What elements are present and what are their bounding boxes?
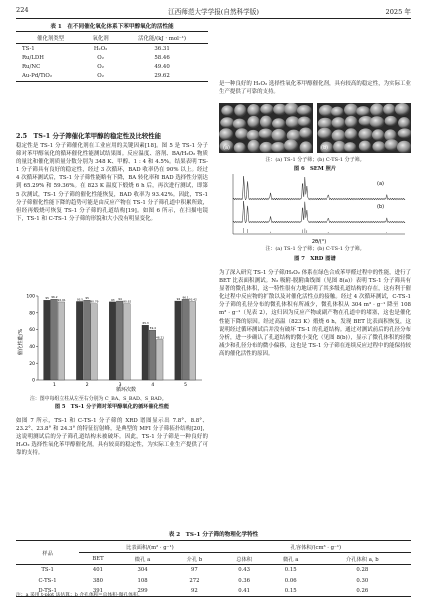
table-cell: Au-Pd/TiO₂: [16, 72, 85, 82]
bar: [156, 340, 163, 380]
table1: [16, 31, 208, 82]
sem-crystal: [234, 104, 246, 117]
sem-crystal: [259, 129, 273, 139]
sem-crystal: [344, 142, 356, 152]
fig5-chart: [16, 290, 208, 394]
bar: [116, 301, 123, 380]
bar: [189, 302, 196, 380]
table-row: [16, 62, 208, 71]
sem-crystal: [358, 128, 372, 140]
section-heading: 2.5 TS-1 分子筛催化苯甲醇的稳定性及比较性能: [16, 132, 162, 140]
sem-crystal: [234, 142, 246, 153]
table2-header: 总体积: [221, 553, 268, 565]
y-tick-label: 0: [32, 378, 35, 384]
table-cell: 299: [117, 586, 168, 597]
bar: [182, 299, 189, 380]
x-axis-label: 循环次数: [115, 387, 137, 393]
table-cell: 391: [79, 586, 117, 597]
sem-crystal: [318, 128, 332, 139]
sem-crystal: [372, 129, 385, 140]
table-row: [16, 565, 411, 576]
sem-crystal: [318, 118, 333, 129]
body-paragraph: 稳定性是 TS-1 分子筛催化剂在工业应用的关键因素[18]。图 5 是 TS-1 分子筛对苯甲醇氧化的循环催化性能测试结果图。反应温度、溶剂、BA/H₂O₂ 物质的量比和催化剂质量分数分别为 348 K、甲醇、1 : 4 和 4.5%。结果表明 TS-1 分子筛具有良好的稳定性，经过 3 次循环，BAD 收率仍在 90% 以上。经过 4 次循环测试后，TS-1 分子筛性能略有下降，BA 转化率和 BAD 选择性分别达到 65.29% 和 59.36%。在 823 K 温度下煅烧 6 h 后，再次进行测试，即第 5 次测试，TS-1 分子筛的催化性能恢复，BAD 收率为 93.42%。因此，TS-1 分子筛催化性能下降的趋势可能是由反应产物在 TS-1 分子筛孔道中积累所致，但经再煅烧可恢复 TS-1 分子筛的孔道结构[19]。如图 6 所示，在扫描电镜下，TS-1 和 C-TS-1 分子筛的形貌和大小没有明显变化。: [16, 143, 208, 222]
body-paragraph: 如图 7 所示，TS-1 和 C-TS-1 分子筛的 XRD 谱图显示出 7.8°、8.8°、23.2°、23.8° 和 24.3° 的特征衍射峰，是典型的 MFI 分子筛拓扑结构[20]，这说明测试后的分子筛孔道结构未被破坏。因此，TS-1 分子筛是一种良好的 H₂O₂ 选择性氧化苯甲醇催化剂，具有较高的稳定性，为实际工业生产提供了可靠的支持。: [16, 418, 208, 457]
bar: [91, 304, 98, 380]
table-cell: 108: [137, 577, 148, 584]
bar-label: 59.4: [149, 326, 156, 331]
table-cell: 0.30: [356, 577, 369, 584]
table-cell: H₂O₂: [93, 45, 108, 52]
y-axis-label: 催化性能/%: [18, 328, 24, 356]
chart-bars: [44, 295, 197, 380]
bar: [109, 302, 116, 380]
sem-crystal: [248, 140, 260, 153]
table-row: [16, 44, 208, 54]
table2-group-header: 比表面积/(m² · g⁻¹): [79, 541, 220, 553]
sem-crystal: [344, 104, 358, 117]
bar-label: 94: [118, 297, 122, 302]
bar-label: 95: [85, 296, 89, 301]
table-row: [16, 72, 208, 82]
sem-crystal: [385, 139, 399, 151]
x-axis-label: 2θ/(°): [311, 239, 327, 245]
bar: [76, 301, 83, 380]
bar-label: 48.21: [156, 335, 165, 340]
table-row: [16, 53, 208, 62]
table-cell: 0.06: [284, 577, 297, 584]
sem-crystal: [298, 117, 311, 127]
table-cell: TS-1: [41, 567, 54, 574]
table-cell: 401: [92, 567, 104, 574]
table2-header: 微孔 a: [268, 553, 314, 565]
journal-name: 江西师范大学学报(自然科学版): [168, 8, 259, 16]
table-cell: 92: [168, 586, 220, 597]
bar: [51, 299, 58, 380]
x-tick-label: 5: [184, 383, 188, 388]
table-cell: O₂: [97, 63, 104, 70]
table-cell: 36.31: [154, 45, 170, 52]
fig7-xrd-chart: [219, 172, 411, 245]
fig6-caption: 图 6 SEM 照片: [293, 166, 337, 172]
x-tick-label: 4: [151, 383, 155, 388]
sem-crystal: [284, 103, 299, 116]
journal-year: 2025 年: [385, 8, 411, 16]
table2-header: 微孔 a: [117, 553, 168, 565]
sem-crystal: [383, 104, 395, 115]
sem-crystal: [333, 141, 346, 153]
sem-photos: [219, 103, 411, 153]
table-cell: 58.46: [154, 54, 170, 61]
sem-crystal: [233, 119, 246, 130]
table2-header: BET: [79, 553, 117, 565]
bar: [44, 300, 51, 380]
bar: [84, 300, 91, 380]
fig6-sem-images: [219, 103, 411, 153]
sem-label-b: (b): [321, 145, 329, 151]
sem-crystal: [395, 103, 410, 116]
sem-crystal: [247, 130, 260, 141]
sem-crystal: [272, 129, 287, 142]
y-tick-label: 40: [29, 345, 35, 350]
table1-caption: 表 1 在不同催化氧化体系下苯甲醇氧化的活性能: [50, 24, 174, 30]
table2-header: 介孔体积 a, b: [314, 553, 411, 565]
sem-crystal: [370, 116, 385, 128]
table-cell: O₂: [85, 72, 116, 82]
xrd-label-b: (b): [377, 204, 385, 210]
bar: [124, 304, 131, 380]
table-cell: 0.15: [284, 567, 297, 574]
sem-crystal: [271, 142, 286, 153]
body-paragraph: 为了深入研究 TS-1 分子筛/H₂O₂ 体系在绿色合成苯甲醛过程中的性能，进行了 BET 比表面积测试。N₂ 吸附-脱附曲线图（见图 8(a)）表明 TS-1 分子筛具有显著的微孔体积，这一特性很有力地证明了其多级孔道结构的存在，这有利于催化过程中反应物的扩散以及对催化活性点的接触。经过 4 次循环测试，C-TS-1 分子筛的孔径分布的微孔体积有所减少，微孔体积从 304 m³ · g⁻¹ 降至 108 m³ · g⁻¹（见表 2），这归因为反应产物或副产物在孔道中的堵塞，这也是催化性能下降的原因。经过高温（823 K）煅烧 6 h，发现 BET 比表面积恢复，这说明经过循环测试后并没有破坏 TS-1 的孔道结构。通过对测试前后的孔径分布分析，进一步确认了孔道结构的微小变化（见图 8(b)），显示了微孔体积的轻微减少和孔径分布的微小偏移，这也是 TS-1 分子筛在连续反应过程中的能保持较高的催化活性的原因。: [219, 270, 411, 357]
table-cell: 29.62: [116, 72, 208, 82]
bar-label: 94: [176, 297, 181, 302]
bar: [175, 301, 182, 380]
x-tick-label: 3: [118, 383, 122, 388]
bar-label: 96.1: [182, 295, 189, 300]
y-tick-label: 60: [29, 328, 35, 334]
header-rule: [16, 18, 411, 19]
sem-crystal: [235, 128, 248, 139]
table-cell: Ru/LDH: [22, 54, 44, 61]
bar-label: 93.42: [188, 297, 197, 302]
sem-crystal: [356, 106, 370, 116]
sem-label-a: (a): [223, 145, 230, 151]
sem-crystal: [398, 117, 410, 129]
sem-crystal: [219, 128, 233, 140]
table-cell: 0.43: [238, 567, 251, 574]
table-cell: 380: [92, 577, 104, 584]
sem-crystal: [247, 104, 260, 116]
xrd-reference-ticks: [244, 228, 387, 233]
table2-caption: 表 2 TS-1 分子筛的物理化学特性: [168, 532, 259, 538]
table1-header: 活化能/(kJ · mol⁻¹): [116, 32, 208, 44]
sem-crystal: [332, 117, 346, 129]
table-cell: O₂: [97, 54, 104, 61]
fig6-subcaption: 注：(a) TS-1 分子筛；(b) C-TS-1 分子筛。: [265, 157, 365, 163]
bar-label: 93: [111, 297, 115, 302]
table-cell: 272: [189, 577, 200, 584]
sem-crystal: [345, 116, 358, 128]
sem-crystal: [221, 105, 233, 116]
table-cell: 0.41: [221, 586, 268, 597]
bar: [58, 302, 65, 380]
y-tick-label: 80: [29, 311, 35, 317]
sem-crystal: [385, 116, 398, 126]
xrd-trace-a: [233, 176, 405, 200]
sem-crystal: [345, 128, 358, 140]
page-header: [16, 6, 411, 18]
fig5-caption: 图 5 TS-1 分子筛对苯甲醇氧化的循环催化性能: [54, 404, 170, 410]
sem-crystal: [370, 103, 384, 116]
table-cell: Ru/NC: [22, 63, 41, 70]
bar-label: 95: [45, 296, 49, 301]
table-row: [16, 575, 411, 585]
table2-group-header: 孔容体积/(cm³ · g⁻¹): [221, 541, 411, 553]
sem-crystal: [284, 139, 298, 151]
table-cell: 0.15: [268, 586, 314, 597]
xrd-label-a: (a): [377, 181, 384, 187]
table1-header: 催化剂类型: [16, 32, 85, 44]
bar-label: 93.5: [76, 297, 84, 302]
y-tick-label: 100: [26, 294, 35, 300]
body-paragraph: 是一种良好的 H₂O₂ 选择性氧化苯甲醇催化剂，具有较高的稳定性，为实际工业生产提供了可靠的支持。: [219, 81, 411, 96]
table2: [16, 540, 411, 597]
table-cell: D-TS-1: [16, 586, 79, 597]
sem-crystal: [272, 118, 285, 129]
table2-note: 注：a 采用 t-plot 法估算；b 介孔体积=总体积-微孔体积。: [16, 593, 143, 598]
table-cell: TS-1: [22, 45, 35, 52]
bar-label: 96.2: [51, 295, 58, 300]
table-cell: 304: [137, 567, 148, 574]
x-tick-label: 2: [85, 383, 89, 388]
sem-crystal: [247, 116, 259, 128]
bar: [149, 330, 156, 380]
table2-header: 介孔 b: [168, 553, 220, 565]
sem-crystal: [359, 141, 371, 152]
table-cell: 0.36: [238, 577, 251, 584]
sem-crystal: [332, 130, 346, 142]
table2-header: 样品: [16, 541, 79, 565]
sem-crystal: [331, 107, 344, 117]
table-cell: 97: [191, 567, 198, 574]
bar-label: 90.79: [90, 299, 99, 304]
bar-label: 65.3: [142, 321, 149, 326]
sem-crystal: [260, 116, 272, 129]
table-cell: C-TS-1: [38, 577, 57, 584]
bar-label: 92.91: [57, 297, 66, 302]
fig7-caption: 图 7 XRD 图谱: [294, 256, 336, 262]
table-cell: 49.40: [154, 63, 170, 70]
sem-crystal: [372, 141, 385, 152]
y-tick-label: 20: [29, 361, 35, 367]
table-cell: 0.26: [314, 586, 411, 597]
sem-crystal: [260, 104, 273, 115]
page-number: 224: [16, 6, 29, 14]
table1-header: 氧化剂: [85, 32, 116, 44]
table-cell: 0.28: [356, 567, 369, 574]
sem-crystal: [220, 117, 234, 128]
fig7-subcaption: 注：(a) TS-1 分子筛；(b) C-TS-1 分子筛。: [265, 246, 365, 252]
fig5-note: 注：图中每组立柱从左至右分别为 C_BA、S_BAD、S_BAD。: [30, 396, 167, 402]
bar: [142, 325, 149, 380]
x-tick-label: 1: [52, 383, 56, 388]
sem-crystal: [297, 105, 312, 116]
sem-crystal: [299, 128, 312, 139]
bar-label: 90.92: [123, 299, 132, 304]
